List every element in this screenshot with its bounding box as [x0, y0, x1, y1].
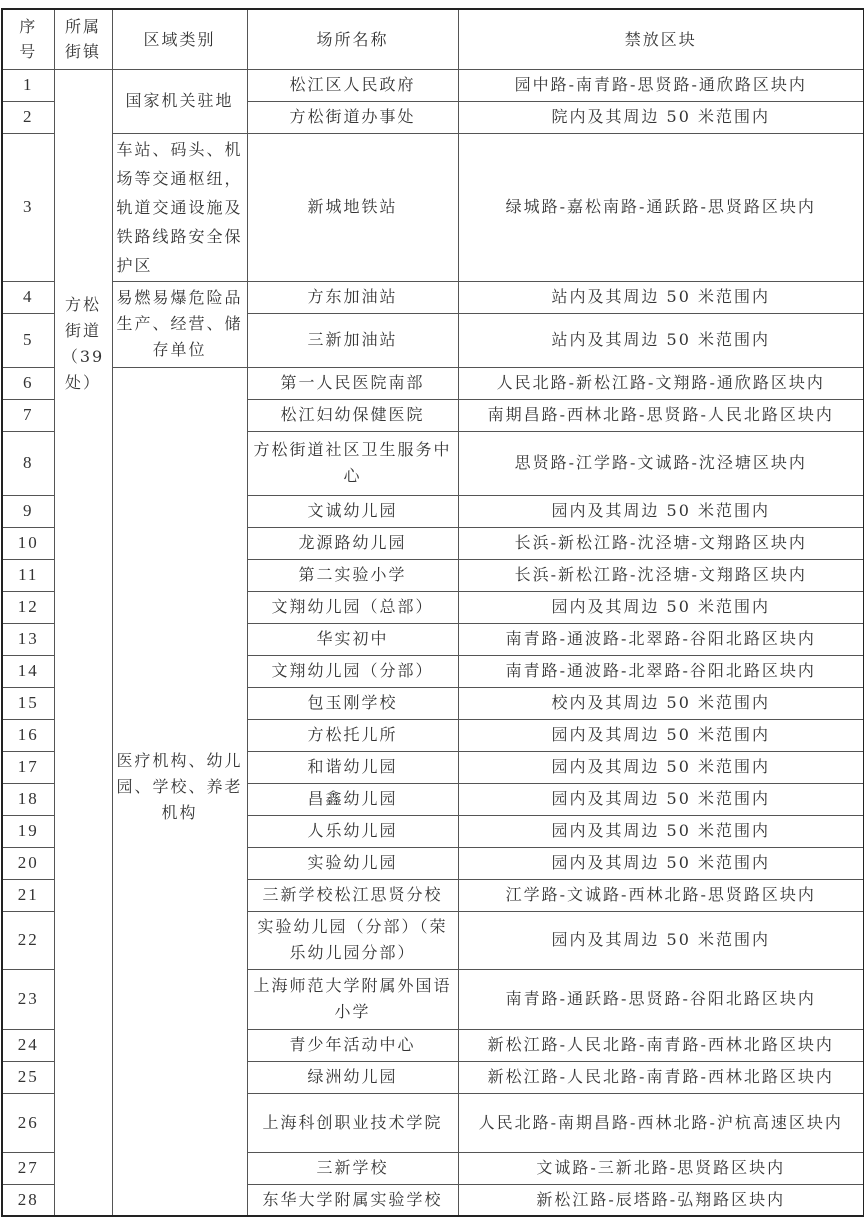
- row-number: 1: [2, 69, 54, 101]
- row-number: 22: [2, 911, 54, 969]
- venue-cell: 第二实验小学: [247, 559, 458, 591]
- venue-cell: 松江区人民政府: [247, 69, 458, 101]
- row-number: 11: [2, 559, 54, 591]
- venue-cell: 昌鑫幼儿园: [247, 783, 458, 815]
- table-row: [2, 133, 864, 281]
- zone-cell: 文诚路-三新北路-思贤路区块内: [458, 1152, 864, 1184]
- zone-cell: 长浜-新松江路-沈泾塘-文翔路区块内: [458, 527, 864, 559]
- table-row: [2, 281, 864, 313]
- zone-cell: 长浜-新松江路-沈泾塘-文翔路区块内: [458, 559, 864, 591]
- zone-cell: 新松江路-辰塔路-弘翔路区块内: [458, 1184, 864, 1216]
- row-number: 4: [2, 281, 54, 313]
- venue-cell: 松江妇幼保健医院: [247, 399, 458, 431]
- category-cell: 医疗机构、幼儿园、学校、养老机构: [112, 367, 247, 1216]
- venue-cell: 实验幼儿园（分部）（荣乐幼儿园分部）: [247, 911, 458, 969]
- zone-cell: 南青路-通跃路-思贤路-谷阳北路区块内: [458, 969, 864, 1029]
- venue-cell: 上海科创职业技术学院: [247, 1093, 458, 1152]
- venue-cell: 第一人民医院南部: [247, 367, 458, 399]
- zone-cell: 站内及其周边 50 米范围内: [458, 313, 864, 367]
- venue-cell: 龙源路幼儿园: [247, 527, 458, 559]
- zone-cell: 人民北路-南期昌路-西林北路-沪杭高速区块内: [458, 1093, 864, 1152]
- venue-cell: 文诚幼儿园: [247, 495, 458, 527]
- row-number: 7: [2, 399, 54, 431]
- header-seq: 序号: [2, 9, 54, 69]
- row-number: 5: [2, 313, 54, 367]
- venue-cell: 和谐幼儿园: [247, 751, 458, 783]
- row-number: 27: [2, 1152, 54, 1184]
- row-number: 18: [2, 783, 54, 815]
- row-number: 3: [2, 133, 54, 281]
- row-number: 8: [2, 431, 54, 495]
- document-page: [1, 8, 864, 1217]
- zone-cell: 园内及其周边 50 米范围内: [458, 591, 864, 623]
- row-number: 26: [2, 1093, 54, 1152]
- venue-cell: 华实初中: [247, 623, 458, 655]
- row-number: 21: [2, 879, 54, 911]
- row-number: 6: [2, 367, 54, 399]
- zone-cell: 园内及其周边 50 米范围内: [458, 815, 864, 847]
- category-cell: 国家机关驻地: [112, 69, 247, 133]
- zone-cell: 南青路-通波路-北翠路-谷阳北路区块内: [458, 655, 864, 687]
- venue-cell: 包玉刚学校: [247, 687, 458, 719]
- venue-cell: 上海师范大学附属外国语小学: [247, 969, 458, 1029]
- row-number: 20: [2, 847, 54, 879]
- zone-cell: 绿城路-嘉松南路-通跃路-思贤路区块内: [458, 133, 864, 281]
- header-category: 区域类别: [112, 9, 247, 69]
- zone-cell: 校内及其周边 50 米范围内: [458, 687, 864, 719]
- row-number: 15: [2, 687, 54, 719]
- venue-cell: 方松街道办事处: [247, 101, 458, 133]
- venue-cell: 三新学校: [247, 1152, 458, 1184]
- row-number: 28: [2, 1184, 54, 1216]
- firework-ban-zone-table: [1, 8, 864, 1217]
- venue-cell: 三新学校松江思贤分校: [247, 879, 458, 911]
- zone-cell: 院内及其周边 50 米范围内: [458, 101, 864, 133]
- row-number: 13: [2, 623, 54, 655]
- header-town: 所属街镇: [54, 9, 112, 69]
- venue-cell: 青少年活动中心: [247, 1029, 458, 1061]
- zone-cell: 园内及其周边 50 米范围内: [458, 783, 864, 815]
- venue-cell: 东华大学附属实验学校: [247, 1184, 458, 1216]
- venue-cell: 文翔幼儿园（总部）: [247, 591, 458, 623]
- row-number: 10: [2, 527, 54, 559]
- row-number: 2: [2, 101, 54, 133]
- zone-cell: 园内及其周边 50 米范围内: [458, 495, 864, 527]
- town-cell: 方松街道（39处）: [54, 69, 112, 1216]
- zone-cell: 南青路-通波路-北翠路-谷阳北路区块内: [458, 623, 864, 655]
- venue-cell: 新城地铁站: [247, 133, 458, 281]
- zone-cell: 南期昌路-西林北路-思贤路-人民北路区块内: [458, 399, 864, 431]
- zone-cell: 园内及其周边 50 米范围内: [458, 719, 864, 751]
- zone-cell: 江学路-文诚路-西林北路-思贤路区块内: [458, 879, 864, 911]
- row-number: 25: [2, 1061, 54, 1093]
- row-number: 17: [2, 751, 54, 783]
- zone-cell: 人民北路-新松江路-文翔路-通欣路区块内: [458, 367, 864, 399]
- header-zone: 禁放区块: [458, 9, 864, 69]
- row-number: 12: [2, 591, 54, 623]
- zone-cell: 站内及其周边 50 米范围内: [458, 281, 864, 313]
- zone-cell: 新松江路-人民北路-南青路-西林北路区块内: [458, 1061, 864, 1093]
- zone-cell: 思贤路-江学路-文诚路-沈泾塘区块内: [458, 431, 864, 495]
- venue-cell: 绿洲幼儿园: [247, 1061, 458, 1093]
- row-number: 24: [2, 1029, 54, 1061]
- header-venue: 场所名称: [247, 9, 458, 69]
- zone-cell: 园中路-南青路-思贤路-通欣路区块内: [458, 69, 864, 101]
- row-number: 23: [2, 969, 54, 1029]
- table-row: [2, 367, 864, 399]
- zone-cell: 新松江路-人民北路-南青路-西林北路区块内: [458, 1029, 864, 1061]
- venue-cell: 人乐幼儿园: [247, 815, 458, 847]
- venue-cell: 文翔幼儿园（分部）: [247, 655, 458, 687]
- zone-cell: 园内及其周边 50 米范围内: [458, 847, 864, 879]
- venue-cell: 方松托儿所: [247, 719, 458, 751]
- venue-cell: 三新加油站: [247, 313, 458, 367]
- venue-cell: 方松街道社区卫生服务中心: [247, 431, 458, 495]
- row-number: 14: [2, 655, 54, 687]
- row-number: 19: [2, 815, 54, 847]
- header-row: [2, 9, 864, 69]
- zone-cell: 园内及其周边 50 米范围内: [458, 911, 864, 969]
- category-cell: 车站、码头、机场等交通枢纽，轨道交通设施及铁路线路安全保护区: [112, 133, 247, 281]
- zone-cell: 园内及其周边 50 米范围内: [458, 751, 864, 783]
- row-number: 9: [2, 495, 54, 527]
- category-cell: 易燃易爆危险品生产、经营、储存单位: [112, 281, 247, 367]
- table-row: [2, 69, 864, 101]
- venue-cell: 方东加油站: [247, 281, 458, 313]
- row-number: 16: [2, 719, 54, 751]
- venue-cell: 实验幼儿园: [247, 847, 458, 879]
